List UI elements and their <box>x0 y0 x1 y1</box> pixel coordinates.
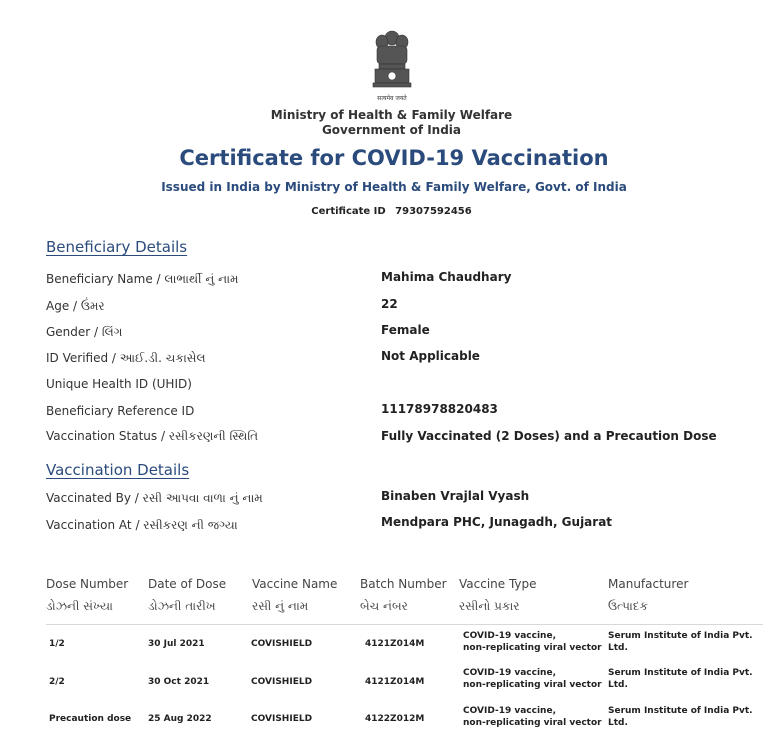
cell-batch: 4122Z012M <box>365 714 425 724</box>
age-value: 22 <box>381 297 398 311</box>
cell-dose: Precaution dose <box>49 714 132 724</box>
certificate-id-value: 79307592456 <box>395 206 472 217</box>
vaccination-at-value: Mendpara PHC, Junagadh, Gujarat <box>381 515 613 529</box>
beneficiary-name-value: Mahima Chaudhary <box>381 270 512 284</box>
th-dose-number-gu: ડોઝની સંખ્યા <box>46 599 113 613</box>
cell-batch: 4121Z014M <box>365 639 425 649</box>
th-vaccine-type: Vaccine Type <box>459 577 537 591</box>
cell-type-1: COVID-19 vaccine, <box>463 668 556 678</box>
reference-id-label: Beneficiary Reference ID <box>46 404 195 418</box>
id-verified-value: Not Applicable <box>381 349 480 363</box>
cell-vaccine: COVISHIELD <box>251 714 313 724</box>
vaccination-at-label: Vaccination At / રસીકરણ ની જગ્યા <box>46 518 238 532</box>
cell-mfr-2: Ltd. <box>608 718 628 728</box>
cell-mfr-1: Serum Institute of India Pvt. <box>608 631 753 641</box>
cell-date: 30 Jul 2021 <box>148 639 205 649</box>
th-vaccine-name: Vaccine Name <box>252 577 338 591</box>
national-emblem-icon <box>367 28 417 106</box>
th-manufacturer: Manufacturer <box>608 577 689 591</box>
reference-id-value: 11178978820483 <box>381 402 498 416</box>
cell-vaccine: COVISHIELD <box>251 639 313 649</box>
th-vaccine-type-gu: રસીનો પ્રકાર <box>459 599 520 613</box>
cell-dose: 1/2 <box>49 639 65 649</box>
vaccinated-by-value: Binaben Vrajlal Vyash <box>381 489 530 503</box>
cell-type-1: COVID-19 vaccine, <box>463 706 556 716</box>
cell-batch: 4121Z014M <box>365 677 425 687</box>
government-name: Government of India <box>321 123 462 137</box>
table-divider <box>46 624 763 625</box>
svg-text:सत्यमेव जयते: सत्यमेव जयते <box>377 95 407 102</box>
uhid-label: Unique Health ID (UHID) <box>46 377 192 391</box>
beneficiary-name-label: Beneficiary Name / લાભાર્થી નું નામ <box>46 272 239 286</box>
certificate-subtitle: Issued in India by Ministry of Health & Family Welfare, Govt. of India <box>161 180 627 194</box>
certificate-id <box>0 206 783 217</box>
th-batch-number-gu: બેચ નંબર <box>360 599 408 613</box>
cell-type-2: non-replicating viral vector <box>463 718 602 728</box>
th-vaccine-name-gu: રસી નું નામ <box>252 599 309 613</box>
age-label: Age / ઉંમર <box>46 299 105 313</box>
th-batch-number: Batch Number <box>360 577 447 591</box>
th-dose-number: Dose Number <box>46 577 129 591</box>
vaccinated-by-label: Vaccinated By / રસી આપવા વાળા નું નામ <box>46 491 263 505</box>
cell-type-1: COVID-19 vaccine, <box>463 631 556 641</box>
certificate-id-label: Certificate ID <box>311 206 386 217</box>
cell-dose: 2/2 <box>49 677 65 687</box>
th-date-of-dose: Date of Dose <box>148 577 227 591</box>
cell-type-2: non-replicating viral vector <box>463 680 602 690</box>
vaccination-status-label: Vaccination Status / રસીકરણની સ્થિતિ <box>46 429 259 443</box>
th-manufacturer-gu: ઉત્પાદક <box>608 599 648 613</box>
cell-mfr-2: Ltd. <box>608 643 628 653</box>
vaccination-status-value: Fully Vaccinated (2 Doses) and a Precaution Dose <box>381 429 717 443</box>
certificate-title: Certificate for COVID-19 Vaccination <box>179 146 609 170</box>
th-date-of-dose-gu: ડોઝની તારીખ <box>148 599 216 613</box>
cell-date: 30 Oct 2021 <box>148 677 210 687</box>
cell-mfr-1: Serum Institute of India Pvt. <box>608 706 753 716</box>
beneficiary-section-title: Beneficiary Details <box>46 238 188 256</box>
id-verified-label: ID Verified / આઈ.ડી. ચકાસેલ <box>46 351 206 365</box>
vaccination-section-title: Vaccination Details <box>46 461 190 479</box>
cell-vaccine: COVISHIELD <box>251 677 313 687</box>
gender-value: Female <box>381 323 430 337</box>
cell-type-2: non-replicating viral vector <box>463 643 602 653</box>
cell-date: 25 Aug 2022 <box>148 714 212 724</box>
cell-mfr-2: Ltd. <box>608 680 628 690</box>
gender-label: Gender / લિંગ <box>46 325 123 339</box>
cell-mfr-1: Serum Institute of India Pvt. <box>608 668 753 678</box>
ministry-name: Ministry of Health & Family Welfare <box>270 108 513 122</box>
